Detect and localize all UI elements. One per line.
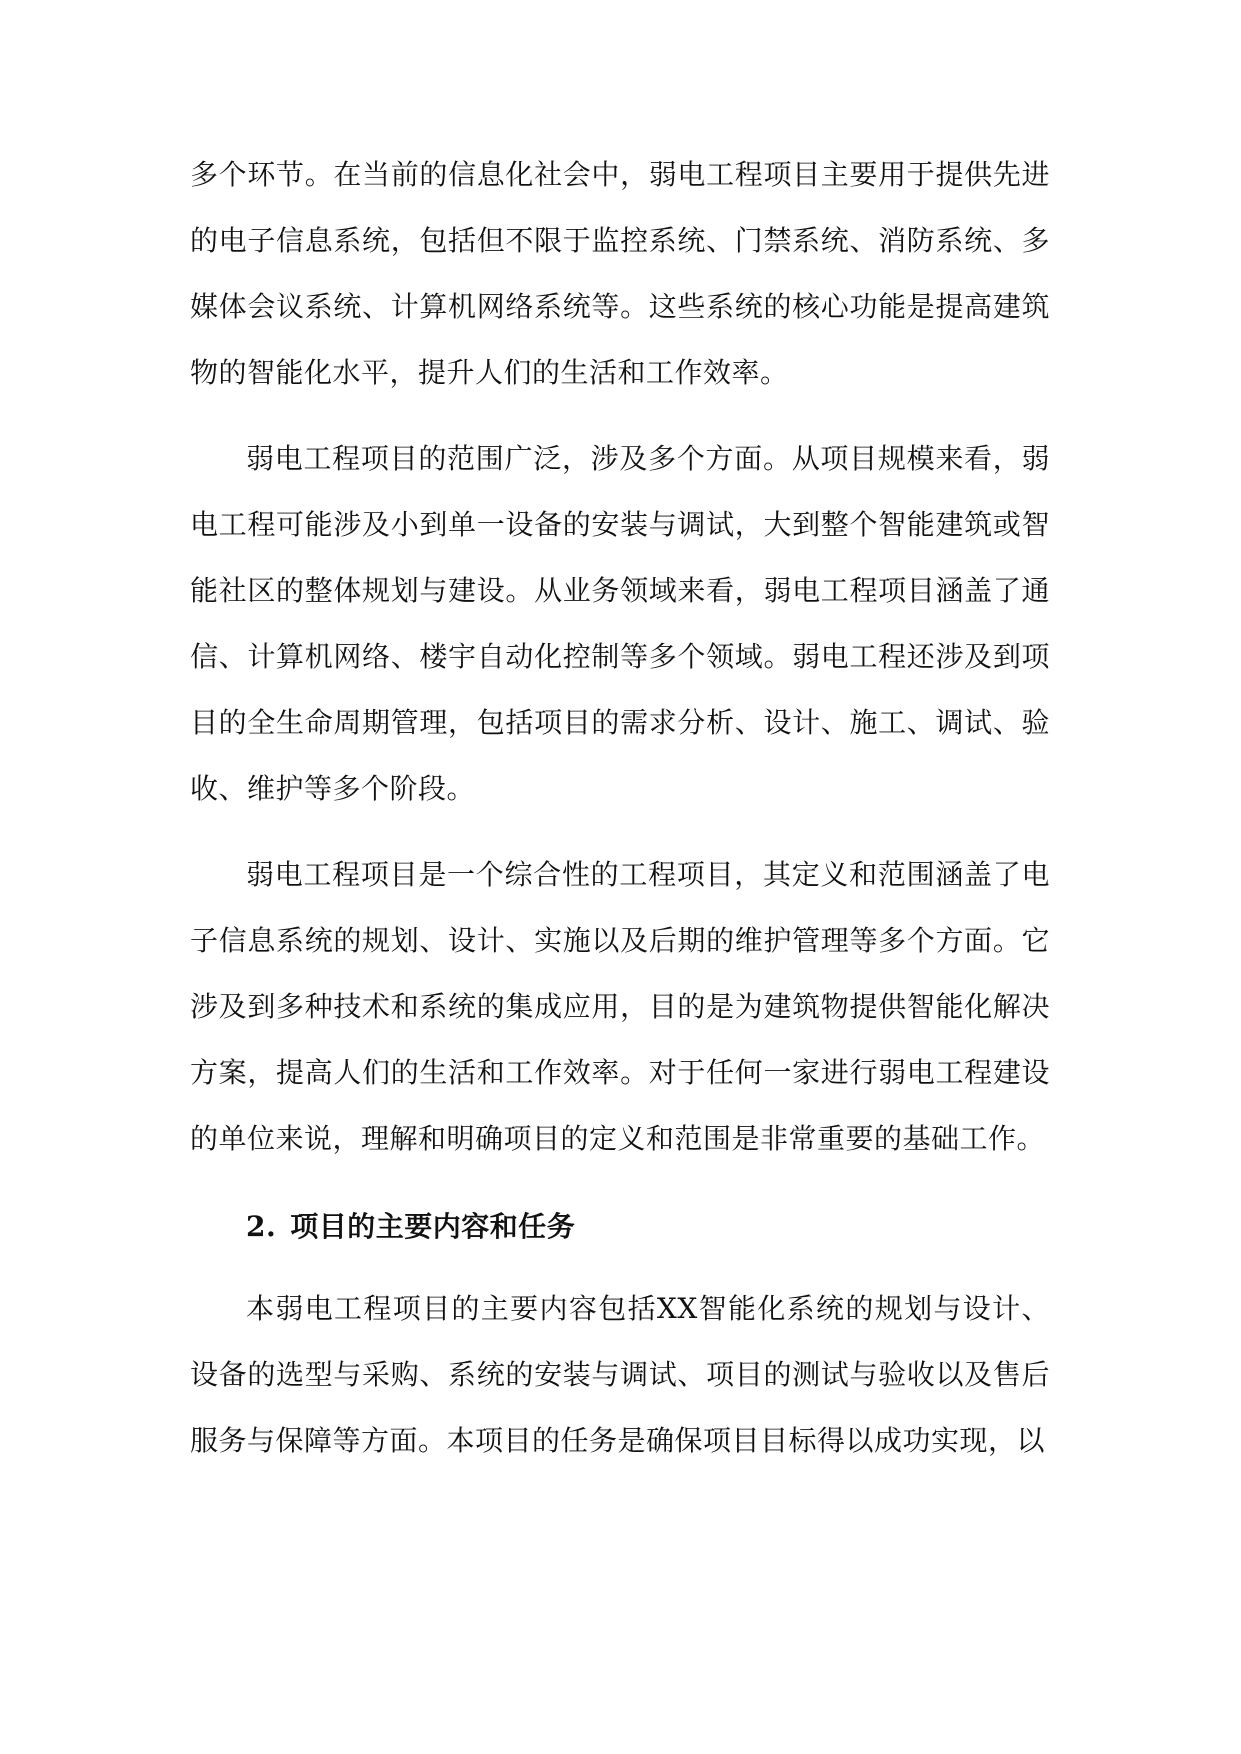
paragraph-definition-summary: 弱电工程项目是一个综合性的工程项目，其定义和范围涵盖了电子信息系统的规划、设计、实施以及后期的维护管理等多个方面。它涉及到多种技术和系统的集成应用，目的是为建筑物提供智能化解决方案，提高人们的生活和工作效率。对于任何一家进行弱电工程建设的单位来说，理解和明确项目的定义和范围是非常重要的基础工作。 xyxy=(190,858,1050,1155)
paragraph-scope: 弱电工程项目的范围广泛，涉及多个方面。从项目规模来看，弱电工程可能涉及小到单一设备的安装与调试，大到整个智能建筑或智能社区的整体规划与建设。从业务领域来看，弱电工程项目涵盖了通信、计算机网络、楼宇自动化控制等多个领域。弱电工程还涉及到项目的全生命周期管理，包括项目的需求分析、设计、施工、调试、验收、维护等多个阶段。 xyxy=(190,442,1050,805)
document-body xyxy=(190,142,1050,1494)
paragraph-main-content: 本弱电工程项目的主要内容包括XX智能化系统的规划与设计、设备的选型与采购、系统的安装与调试、项目的测试与验收以及售后服务与保障等方面。本项目的任务是确保项目目标得以成功实现，以 xyxy=(190,1292,1050,1457)
paragraph-continuation: 多个环节。在当前的信息化社会中，弱电工程项目主要用于提供先进的电子信息系统，包括但不限于监控系统、门禁系统、消防系统、多媒体会议系统、计算机网络系统等。这些系统的核心功能是提高建筑物的智能化水平，提升人们的生活和工作效率。 xyxy=(190,158,1050,389)
section-title: 项目的主要内容和任务 xyxy=(290,1210,576,1243)
section-heading xyxy=(190,1194,1050,1260)
section-number: 2. xyxy=(246,1210,277,1243)
